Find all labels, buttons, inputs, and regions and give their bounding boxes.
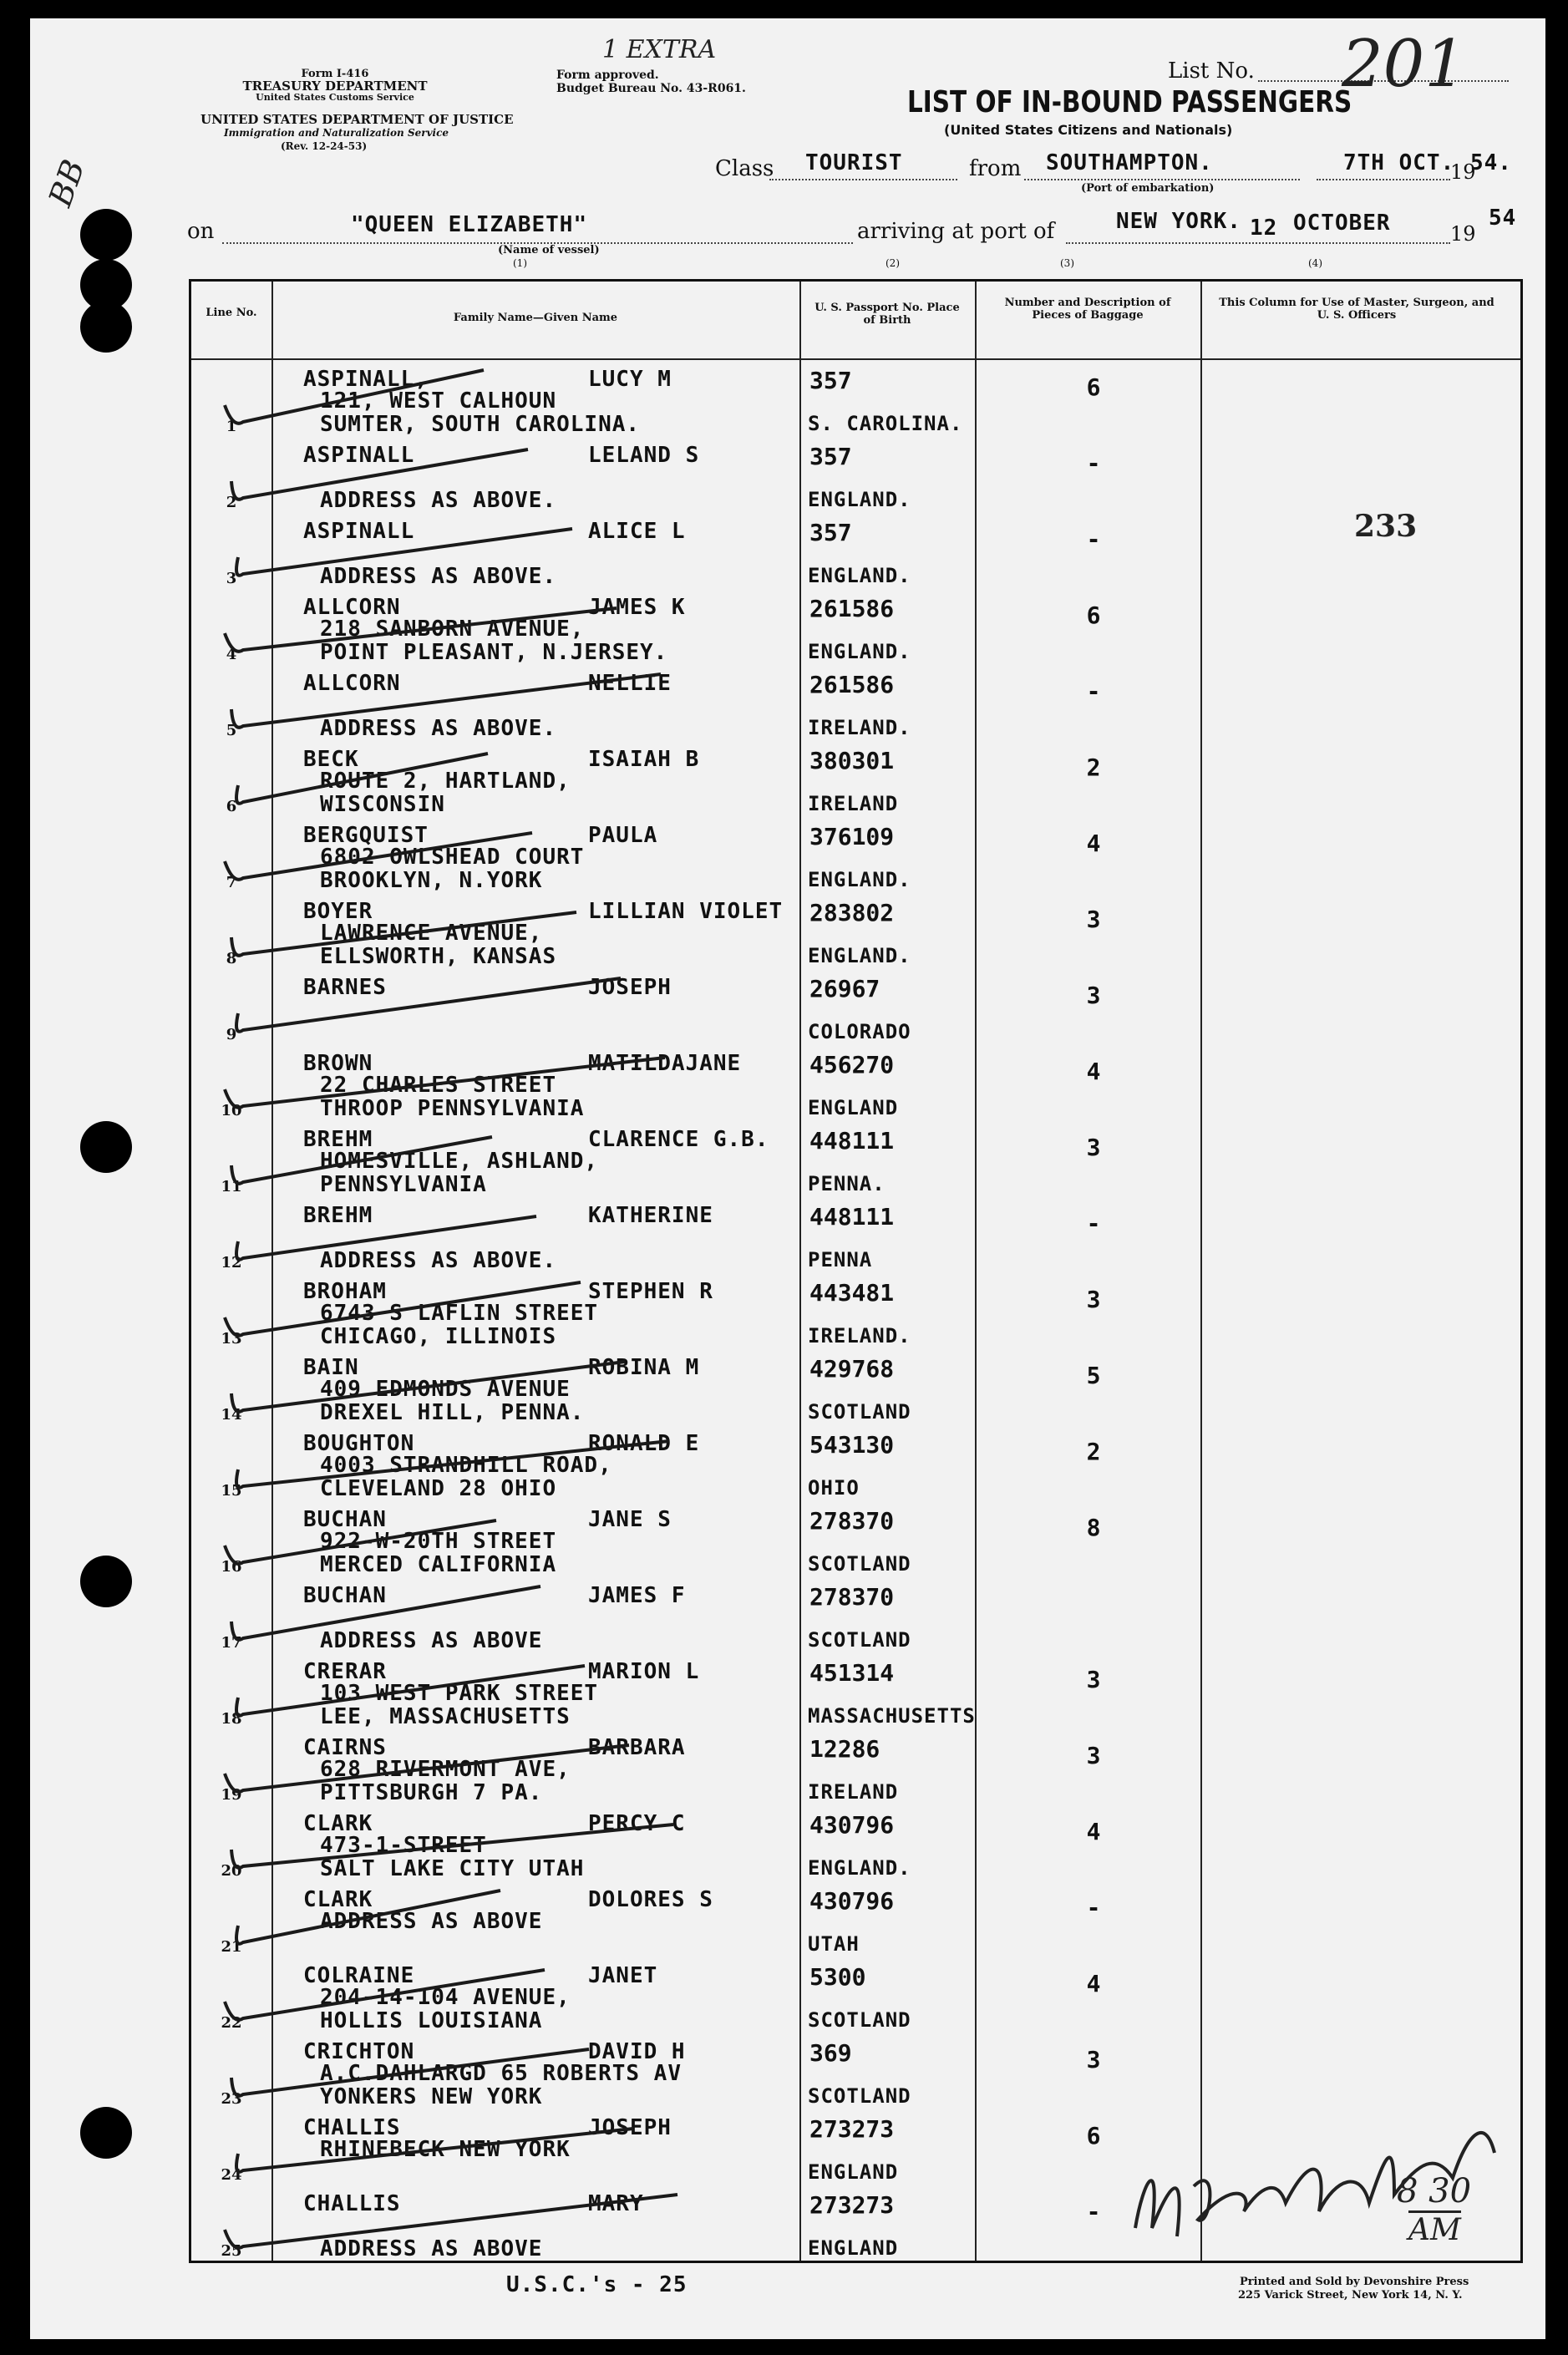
baggage-count: 4 [1086,1970,1101,1997]
check-mark-icon [191,439,776,523]
place-of-birth: COLORADO [808,1020,911,1043]
baggage-count: 6 [1086,373,1101,401]
family-name: CRICHTON [303,2039,415,2064]
line-number: 3 [226,570,237,587]
line-number: 25 [221,2242,242,2260]
table-row [191,1884,1520,1961]
address-line-2: CLEVELAND 28 OHIO [320,1476,557,1501]
line-number: 22 [221,2014,242,2032]
check-mark-icon [191,1048,776,1131]
table-row [191,1504,1520,1581]
check-mark-icon [191,1732,776,1815]
given-name: BARBARA [588,1735,686,1760]
place-of-birth: PENNA. [808,1172,885,1195]
given-name: PAULA [588,823,658,848]
baggage-count: 3 [1086,1742,1101,1769]
revision-date: (Rev. 12-24-53) [281,140,368,152]
check-mark-icon [191,1276,776,1359]
form-number: Form I-416 [301,68,369,80]
family-name: BAIN [303,1355,359,1380]
address-line-1: 204-14-104 AVENUE, [320,1985,571,2010]
family-name: BREHM [303,1127,373,1152]
given-name: ALICE L [588,519,686,544]
place-of-birth: ENGLAND [808,2236,899,2260]
given-name: ROBINA M [588,1355,700,1380]
given-name: PERCY C [588,1811,686,1836]
given-name: JANE S [588,1507,672,1532]
binder-hole [80,1121,132,1173]
passport-number: 261586 [809,671,895,698]
address-line-2: BROOKLYN, N.YORK [320,868,543,893]
arrival-day: 12 [1250,216,1278,241]
table-row [191,820,1520,896]
passport-number: 380301 [809,747,895,774]
passport-number: 430796 [809,1887,895,1915]
address-line-2: ADDRESS AS ABOVE. [320,488,557,513]
passport-number: 5300 [809,1963,866,1991]
col-header-officers: This Column for Use of Master, Surgeon, and U. S. Officers [1219,297,1494,322]
arrival-year: 54 [1489,206,1517,231]
given-name: JANET [588,1963,658,1988]
line-number: 19 [221,1786,242,1804]
baggage-count: - [1086,449,1101,477]
check-mark-icon [191,820,776,903]
column-marker-4: (4) [1308,257,1322,269]
vessel-name-label: (Name of vessel) [498,244,600,256]
place-of-birth: ENGLAND. [808,944,911,967]
check-mark-icon [191,744,776,827]
page-title: LIST OF IN-BOUND PASSENGERS [907,85,1352,119]
given-name: MARION L [588,1659,700,1684]
arrival-month: OCTOBER [1293,211,1391,236]
address-line-2: YONKERS NEW YORK [320,2084,543,2109]
place-of-birth: OHIO [808,1476,860,1500]
place-of-birth: UTAH [808,1932,860,1956]
line-number: 21 [221,1938,242,1956]
address-line-1: 922-W-20TH STREET [320,1529,557,1554]
family-name: BUCHAN [303,1583,387,1608]
table-row [191,1732,1520,1809]
check-mark-icon [191,1580,776,1663]
address-line-2: ADDRESS AS ABOVE. [320,564,557,589]
check-mark-icon [191,2036,776,2119]
table-row [191,1200,1520,1276]
column-marker-3: (3) [1060,257,1074,269]
from-label: from [969,156,1022,181]
address-line-2: ADDRESS AS ABOVE. [320,1248,557,1273]
baggage-count: 3 [1086,982,1101,1009]
baggage-count: 8 [1086,1514,1101,1541]
usc-count: U.S.C.'s - 25 [506,2272,688,2297]
family-name: CHALLIS [303,2115,401,2140]
check-mark-icon [191,2188,776,2271]
family-name: COLRAINE [303,1963,415,1988]
baggage-count: 3 [1086,1286,1101,1313]
binder-hole [80,209,132,261]
address-line-1: RHINEBECK NEW YORK [320,2137,571,2162]
line-number: 5 [226,722,237,739]
form-approved: Form approved. [556,69,659,82]
table-row [191,591,1520,668]
line-number: 18 [221,1710,242,1728]
binder-hole [80,301,132,353]
address-line-2: POINT PLEASANT, N.JERSEY. [320,640,668,665]
family-name: CLARK [303,1811,373,1836]
line-number: 24 [221,2166,242,2184]
family-name: ALLCORN [303,595,401,620]
place-of-birth: ENGLAND. [808,868,911,891]
place-of-birth: IRELAND. [808,1324,911,1348]
address-line-1: 4003 STRANDHILL ROAD, [320,1453,612,1478]
check-mark-icon [191,1428,776,1511]
given-name: RONALD E [588,1431,700,1456]
passport-number: 456270 [809,1051,895,1079]
officer-note: 233 [1354,509,1418,544]
margin-initials: BB [41,155,93,211]
given-name: LELAND S [588,443,700,468]
check-mark-icon [191,1884,776,1967]
line-number: 10 [221,1102,242,1119]
family-name: ASPINALL [303,443,415,468]
family-name: BROWN [303,1051,373,1076]
place-of-birth: ENGLAND [808,2160,899,2184]
check-mark-icon [191,515,776,599]
family-name: BERGQUIST [303,823,429,848]
place-of-birth: SCOTLAND [808,1400,911,1424]
family-name: BUCHAN [303,1507,387,1532]
family-name: CHALLIS [303,2191,401,2216]
family-name: ASPINALL, [303,367,429,392]
page-subtitle: (United States Citizens and Nationals) [944,122,1233,138]
place-of-birth: IRELAND [808,1780,899,1804]
family-name: BECK [303,747,359,772]
line-number: 11 [221,1178,242,1195]
place-of-birth: ENGLAND. [808,488,911,511]
family-name: CAIRNS [303,1735,387,1760]
table-row [191,1124,1520,1200]
list-number: 201 [1342,27,1466,102]
address-line-2: ADDRESS AS ABOVE [320,1628,543,1653]
binder-hole [80,1556,132,1607]
given-name: DOLORES S [588,1887,713,1912]
address-line-1: ROUTE 2, HARTLAND, [320,769,571,794]
address-line-2: CHICAGO, ILLINOIS [320,1324,557,1349]
column-marker-2: (2) [885,257,900,269]
address-line-2: WISCONSIN [320,792,445,817]
address-line-1: 6743 S LAFLIN STREET [320,1301,599,1326]
printer-line-2: 225 Varick Street, New York 14, N. Y. [1238,2289,1463,2302]
passport-number: 429768 [809,1355,895,1383]
family-name: CLARK [303,1887,373,1912]
family-name: ASPINALL [303,519,415,544]
place-of-birth: IRELAND [808,792,899,815]
passport-number: 448111 [809,1127,895,1155]
address-line-2: ADDRESS AS ABOVE. [320,716,557,741]
table-row [191,2036,1520,2113]
table-row [191,1580,1520,1657]
check-mark-icon [191,972,776,1055]
address-line-1: 22 CHARLES STREET [320,1073,557,1098]
binder-hole [80,2107,132,2159]
given-name: MARY [588,2191,644,2216]
arriving-label: arriving at port of [857,219,1055,244]
table-row [191,1048,1520,1124]
address-line-1: 473-1-STREET [320,1833,487,1858]
given-name: ISAIAH B [588,747,700,772]
address-line-1: ADDRESS AS ABOVE [320,1909,543,1934]
line-number: 9 [226,1026,237,1043]
place-of-birth: SCOTLAND [808,1628,911,1652]
treasury-department: TREASURY DEPARTMENT [242,79,428,94]
table-row [191,363,1520,440]
baggage-count: - [1086,2198,1101,2226]
line-number: 8 [226,950,237,967]
time-note: 8 30 [1397,2172,1472,2210]
baggage-count: 2 [1086,754,1101,781]
line-number: 6 [226,798,237,815]
list-no-label: List No. [1168,58,1255,84]
passport-number: 357 [809,519,852,546]
address-line-2: MERCED CALIFORNIA [320,1552,557,1577]
family-name: BOYER [303,899,373,924]
address-line-1: 103 WEST PARK STREET [320,1681,599,1706]
passport-number: 261586 [809,595,895,622]
table-row [191,744,1520,820]
address-line-2: ELLSWORTH, KANSAS [320,944,557,969]
place-of-birth: SCOTLAND [808,2084,911,2108]
extra-note: 1 EXTRA [602,35,717,64]
address-line-1: LAWRENCE AVENUE, [320,921,543,946]
address-line-2: PITTSBURGH 7 PA. [320,1780,543,1805]
check-mark-icon [191,1656,776,1739]
table-row [191,1276,1520,1353]
line-number: 12 [221,1254,242,1271]
line-number: 20 [221,1862,242,1880]
justice-department: UNITED STATES DEPARTMENT OF JUSTICE [200,112,514,127]
line-number: 15 [221,1482,242,1500]
customs-service: United States Customs Service [256,92,414,103]
line-number: 13 [221,1330,242,1348]
passport-number: 278370 [809,1583,895,1611]
family-name: BROHAM [303,1279,387,1304]
passport-number: 273273 [809,2115,895,2143]
check-mark-icon [191,1124,776,1207]
given-name: JAMES F [588,1583,686,1608]
check-mark-icon [191,1960,776,2043]
passport-number: 283802 [809,899,895,926]
passport-number: 273273 [809,2191,895,2219]
given-name: LILLIAN VIOLET [588,899,784,924]
passport-number: 12286 [809,1735,880,1763]
check-mark-icon [191,1808,776,1891]
given-name: MATILDAJANE [588,1051,742,1076]
table-row [191,515,1520,592]
class-label: Class [715,156,774,181]
passenger-list-sheet [30,18,1545,2339]
line-number: 4 [226,646,237,663]
line-number: 23 [221,2090,242,2108]
baggage-count: - [1086,1894,1101,1921]
baggage-count: 3 [1086,2046,1101,2073]
family-name: BARNES [303,975,387,1000]
baggage-count: 3 [1086,906,1101,933]
passport-number: 376109 [809,823,895,850]
address-line-2: SALT LAKE CITY UTAH [320,1856,585,1881]
budget-bureau: Budget Bureau No. 43-R061. [556,82,746,95]
place-of-birth: SCOTLAND [808,2008,911,2032]
baggage-count: 6 [1086,601,1101,629]
passenger-table [189,279,1523,2263]
place-of-birth: ENGLAND. [808,1856,911,1880]
on-label: on [187,219,215,244]
table-row [191,1428,1520,1505]
baggage-count: 4 [1086,1818,1101,1845]
given-name: DAVID H [588,2039,686,2064]
place-of-birth: S. CAROLINA. [808,412,963,435]
passport-number: 443481 [809,1279,895,1307]
address-line-1: 6802 OWLSHEAD COURT [320,845,585,870]
table-row [191,896,1520,972]
table-row [191,1656,1520,1733]
given-name: JOSEPH [588,2115,672,2140]
passport-number: 357 [809,443,852,470]
given-name: JOSEPH [588,975,672,1000]
place-of-birth: MASSACHUSETTS [808,1704,976,1728]
place-of-birth: ENGLAND. [808,564,911,587]
line-number: 1 [226,418,237,435]
line-number: 14 [221,1406,242,1424]
baggage-count: - [1086,678,1101,705]
given-name: JAMES K [588,595,686,620]
passport-number: 357 [809,367,852,394]
given-name: KATHERINE [588,1203,713,1228]
check-mark-icon [191,1200,776,1283]
address-line-1: 121, WEST CALHOUN [320,388,557,414]
departure-year-prefix: 19 [1450,160,1476,184]
time-ampm: AM [1408,2210,1461,2247]
family-name: CRERAR [303,1659,387,1684]
port-of-embarkation: SOUTHAMPTON. [1046,150,1213,175]
family-name: BOUGHTON [303,1431,415,1456]
departure-year: 54. [1470,150,1512,175]
passport-number: 430796 [809,1811,895,1839]
address-line-1: 628 RIVERMONT AVE, [320,1757,571,1782]
check-mark-icon [191,1504,776,1587]
check-mark-icon [191,363,776,447]
check-mark-icon [191,667,776,751]
arrival-port: NEW YORK. [1116,209,1241,234]
address-line-1: A.C.DAHLARGD 65 ROBERTS AV [320,2061,682,2086]
table-row [191,972,1520,1048]
place-of-birth: PENNA [808,1248,873,1271]
given-name: CLARENCE G.B. [588,1127,769,1152]
address-line-2: HOLLIS LOUISIANA [320,2008,543,2033]
port-embarkation-label: (Port of embarkation) [1081,182,1215,195]
address-line-2: PENNSYLVANIA [320,1172,487,1197]
arrival-year-prefix: 19 [1450,222,1476,246]
place-of-birth: IRELAND. [808,716,911,739]
address-line-2: DREXEL HILL, PENNA. [320,1400,585,1425]
vessel-name: "QUEEN ELIZABETH" [351,212,588,237]
address-line-1: HOMESVILLE, ASHLAND, [320,1149,599,1174]
baggage-count: - [1086,1210,1101,1237]
printer-line-1: Printed and Sold by Devonshire Press [1240,2276,1469,2288]
address-line-2: LEE, MASSACHUSETTS [320,1704,571,1729]
place-of-birth: SCOTLAND [808,1552,911,1576]
passport-number: 278370 [809,1507,895,1535]
baggage-count: 4 [1086,1058,1101,1085]
baggage-count: - [1086,525,1101,553]
address-line-2: THROOP PENNSYLVANIA [320,1096,585,1121]
passport-number: 451314 [809,1659,895,1687]
class-value: TOURIST [805,150,903,175]
passport-number: 448111 [809,1203,895,1231]
passport-number: 26967 [809,975,880,1002]
baggage-count: 3 [1086,1134,1101,1161]
given-name: STEPHEN R [588,1279,713,1304]
check-mark-icon [191,896,776,979]
col-header-family-name: Family Name—Given Name [453,312,618,324]
column-marker-1: (1) [513,257,527,269]
place-of-birth: ENGLAND. [808,640,911,663]
baggage-count: 6 [1086,2122,1101,2149]
place-of-birth: ENGLAND [808,1096,899,1119]
check-mark-icon [191,591,776,675]
ins-service: Immigration and Naturalization Service [224,127,449,139]
line-number: 2 [226,494,237,511]
address-line-1: 218 SANBORN AVENUE, [320,617,585,642]
family-name: ALLCORN [303,671,401,696]
departure-date: 7TH OCT. [1343,150,1455,175]
col-header-line-no: Line No. [206,307,257,319]
passport-number: 543130 [809,1431,895,1459]
line-number: 17 [221,1634,242,1652]
table-row [191,667,1520,744]
address-line-1: 409 EDMONDS AVENUE [320,1377,571,1402]
table-row [191,1960,1520,2037]
line-number: 7 [226,874,237,891]
check-mark-icon [191,1352,776,1435]
given-name: LUCY M [588,367,672,392]
baggage-count: 4 [1086,830,1101,857]
col-header-passport: U. S. Passport No. Place of Birth [814,302,960,327]
col-header-baggage: Number and Description of Pieces of Baggage [1004,297,1171,322]
family-name: BREHM [303,1203,373,1228]
line-number: 16 [221,1558,242,1576]
baggage-count: 2 [1086,1438,1101,1465]
baggage-count: 5 [1086,1362,1101,1389]
address-line-2: ADDRESS AS ABOVE [320,2236,543,2261]
table-row [191,439,1520,516]
baggage-count: 3 [1086,1666,1101,1693]
given-name: NELLIE [588,671,672,696]
table-row [191,1352,1520,1429]
passport-number: 369 [809,2039,852,2067]
address-line-2: SUMTER, SOUTH CAROLINA. [320,412,641,437]
table-row [191,1808,1520,1885]
check-mark-icon [191,2112,776,2195]
